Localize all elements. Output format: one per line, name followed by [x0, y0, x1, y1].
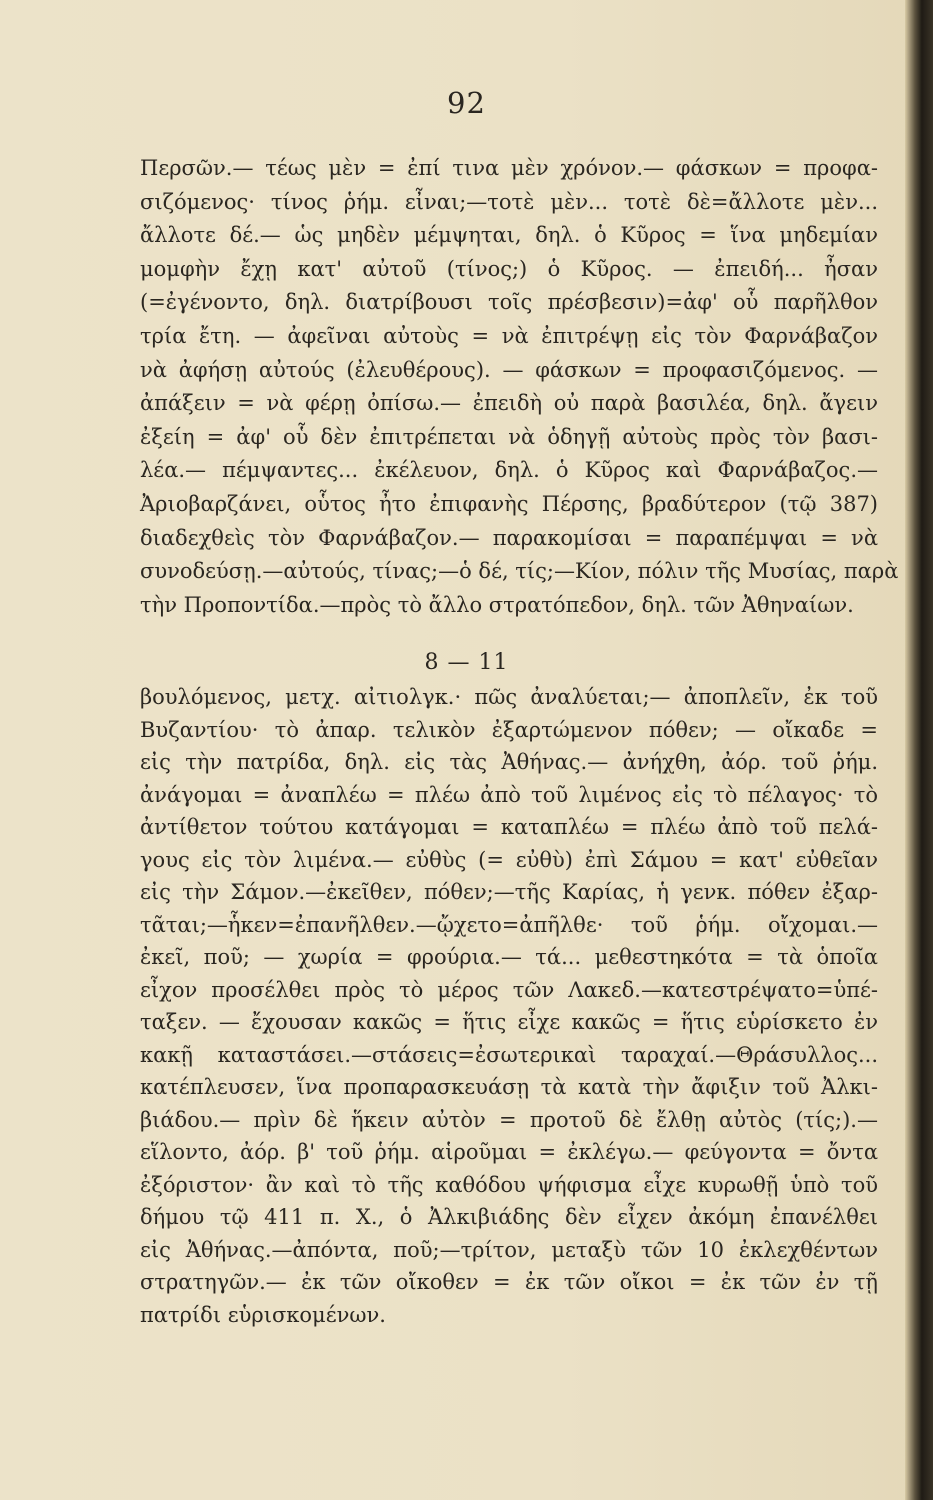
text-line: ἀνάγομαι = ἀναπλέω = πλέω ἀπὸ τοῦ λιμένος εἰς τὸ πέλαγος· τὸ: [140, 782, 878, 807]
text-line: γους εἰς τὸν λιμένα.— εὐθὺς (= εὐθὺ) ἐπὶ Σάμου = κατ' εὐθεῖαν: [140, 847, 878, 872]
book-spine-edge: [905, 0, 933, 1500]
text-line: ἀντίθετον τούτου κατάγομαι = καταπλέω = πλέω ἀπὸ τοῦ πελά-: [140, 815, 878, 839]
commentary-block-1: [140, 152, 899, 622]
text-line: Βυζαντίου· τὸ ἀπαρ. τελικὸν ἐξαρτώμενον πόθεν; — οἴκαδε =: [140, 717, 878, 742]
text-line: Ἀριοβαρζάνει, οὗτος ἦτο ἐπιφανὴς Πέρσης, βραδύτερον (τῷ 387): [140, 491, 878, 516]
text-line: μομφὴν ἔχῃ κατ' αὐτοῦ (τίνος;) ὁ Κῦρος. — ἐπειδή... ἦσαν: [140, 256, 878, 281]
text-line: ἐξόριστον· ἂν καὶ τὸ τῆς καθόδου ψήφισμα εἶχε κυρωθῇ ὑπὸ τοῦ: [140, 1172, 878, 1197]
text-line: λέα.— πέμψαντες... ἐκέλευον, δηλ. ὁ Κῦρος καὶ Φαρνάβαζος.—: [140, 458, 878, 483]
text-line: τὴν Προποντίδα.—πρὸς τὸ ἄλλο στρατόπεδον, δηλ. τῶν Ἀθηναίων.: [140, 592, 854, 617]
text-line: συνοδεύσῃ.—αὐτούς, τίνας;—ὁ δέ, τίς;—Κίον, πόλιν τῆς Μυσίας, παρὰ: [140, 559, 899, 584]
text-line: ταξεν. — ἔχουσαν κακῶς = ἥτις εἶχε κακῶς = ἥτις εὑρίσκετο ἐν: [140, 1010, 878, 1034]
text-line: νὰ ἀφήσῃ αὐτούς (ἐλευθέρους). — φάσκων = προφασιζόμενος. —: [140, 357, 878, 382]
text-line: εἵλοντο, ἀόρ. β' τοῦ ῥήμ. αἱροῦμαι = ἐκλέγω.— φεύγοντα = ὄντα: [140, 1140, 878, 1164]
text-line: βιάδου.— πρὶν δὲ ἥκειν αὐτὸν = προτοῦ δὲ ἔλθῃ αὐτὸς (τίς;).—: [140, 1107, 878, 1132]
text-line: τᾶται;—ἧκεν=ἐπανῆλθεν.—ᾤχετο=ἀπῆλθε· τοῦ ῥήμ. οἴχομαι.—: [140, 912, 878, 937]
text-line: εἶχον προσέλθει πρὸς τὸ μέρος τῶν Λακεδ.—κατεστρέψατο=ὑπέ-: [140, 977, 878, 1002]
text-line: εἰς Ἀθήνας.—ἀπόντα, ποῦ;—τρίτον, μεταξὺ τῶν 10 ἐκλεχθέντων: [140, 1237, 878, 1262]
text-line: εἰς τὴν Σάμον.—ἐκεῖθεν, πόθεν;—τῆς Καρίας, ἡ γενκ. πόθεν ἐξαρ-: [140, 880, 878, 904]
text-line: σιζόμενος· τίνος ῥήμ. εἶναι;—τοτὲ μὲν... τοτὲ δὲ=ἄλλοτε μὲν...: [140, 189, 878, 214]
text-line: διαδεχθεὶς τὸν Φαρνάβαζον.— παρακομίσαι = παραπέμψαι = νὰ: [140, 525, 878, 550]
text-line: (=ἐγένοντο, δηλ. διατρίβουσι τοῖς πρέσβεσιν)=ἀφ' οὗ παρῆλθον: [140, 290, 878, 315]
commentary-block-2: [140, 681, 878, 1331]
text-line: Περσῶν.— τέως μὲν = ἐπί τινα μὲν χρόνον.— φάσκων = προφα-: [140, 156, 878, 180]
text-line: εἰς τὴν πατρίδα, δηλ. εἰς τὰς Ἀθήνας.— ἀνήχθη, ἀόρ. τοῦ ῥήμ.: [140, 750, 878, 774]
text-line: ἐκεῖ, ποῦ; — χωρία = φρούρια.— τά... μεθεστηκότα = τὰ ὁποῖα: [140, 945, 878, 969]
text-line: τρία ἔτη. — ἀφεῖναι αὐτοὺς = νὰ ἐπιτρέψῃ εἰς τὸν Φαρνάβαζον: [140, 323, 878, 348]
text-line: στρατηγῶν.— ἐκ τῶν οἴκοθεν = ἐκ τῶν οἴκοι = ἐκ τῶν ἐν τῇ: [140, 1270, 878, 1294]
section-heading: 8 — 11: [424, 650, 509, 675]
text-line: βουλόμενος, μετχ. αἰτιολγκ.· πῶς ἀναλύεται;— ἀποπλεῖν, ἐκ τοῦ: [140, 685, 878, 709]
text-line: ἄλλοτε δέ.— ὡς μηδὲν μέμψηται, δηλ. ὁ Κῦρος = ἵνα μηδεμίαν: [140, 223, 878, 248]
page-number: 92: [447, 86, 486, 120]
text-line: κατέπλευσεν, ἵνα προπαρασκευάσῃ τὰ κατὰ τὴν ἄφιξιν τοῦ Ἀλκι-: [140, 1075, 878, 1099]
text-line: πατρίδι εὑρισκομένων.: [140, 1302, 386, 1327]
text-line: κακῇ καταστάσει.—στάσεις=ἐσωτερικαὶ ταραχαί.—Θράσυλλος...: [140, 1042, 878, 1067]
text-line: δήμου τῷ 411 π. Χ., ὁ Ἀλκιβιάδης δὲν εἶχεν ἀκόμη ἐπανέλθει: [140, 1205, 878, 1229]
text-line: ἀπάξειν = νὰ φέρῃ ὀπίσω.— ἐπειδὴ οὐ παρὰ βασιλέα, δηλ. ἄγειν: [140, 391, 878, 416]
text-line: ἐξείη = ἀφ' οὗ δὲν ἐπιτρέπεται νὰ ὁδηγῇ αὐτοὺς πρὸς τὸν βασι-: [140, 424, 878, 449]
